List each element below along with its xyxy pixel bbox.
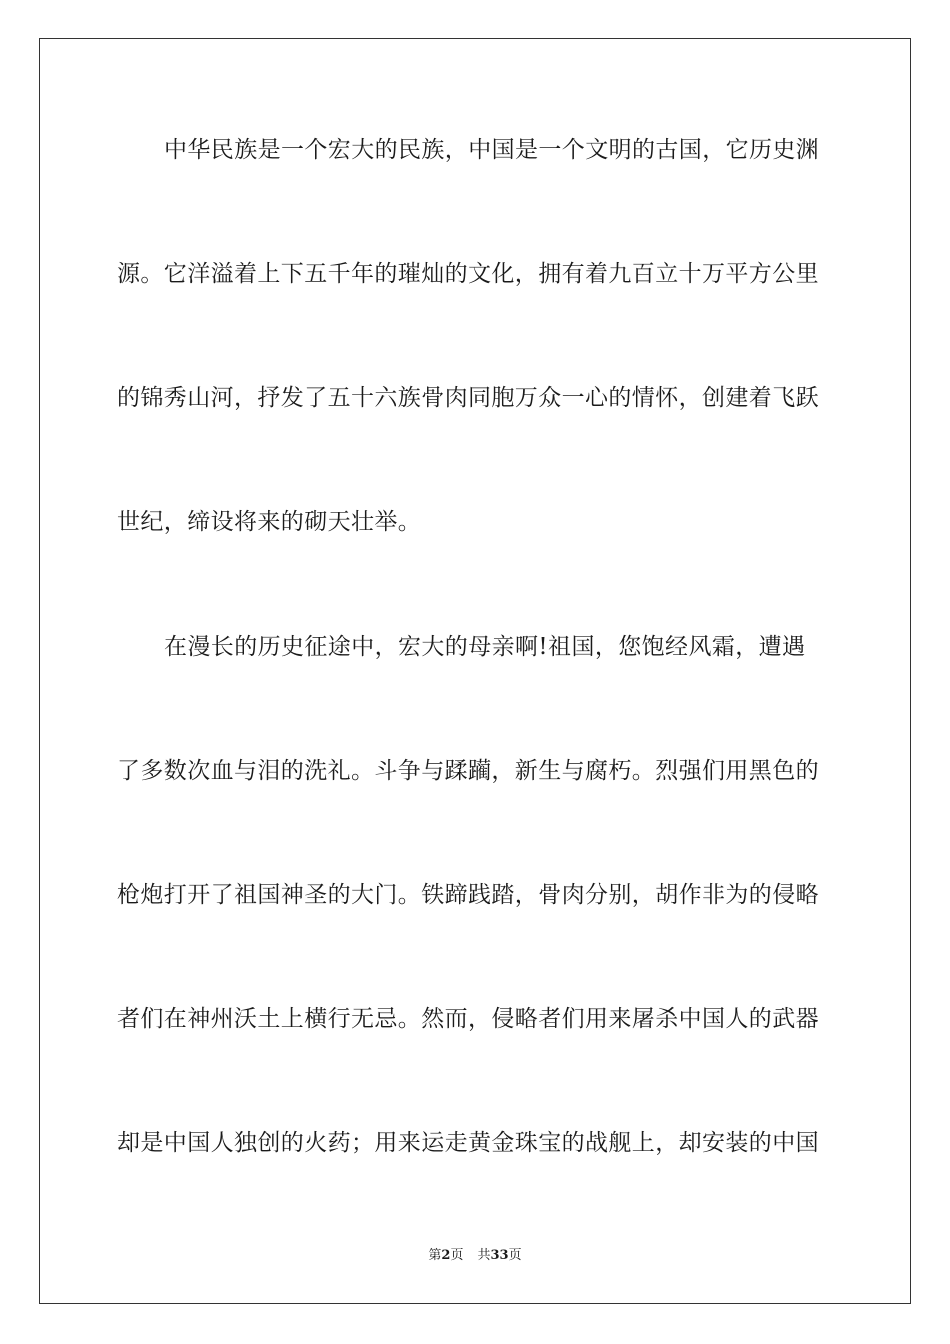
page-footer	[0, 1247, 950, 1265]
paragraph-1-line-2: 源。它洋溢着上下五千年的璀灿的文化，拥有着九百立十万平方公里	[117, 261, 819, 287]
page-border	[39, 38, 911, 1304]
paragraph-2-line-2: 了多数次血与泪的洗礼。斗争与蹂躏，新生与腐朽。烈强们用黑色的	[117, 758, 819, 784]
paragraph-2-line-4: 者们在神州沃土上横行无忌。然而，侵略者们用来屠杀中国人的武器	[117, 1006, 819, 1032]
paragraph-1-line-1: 中华民族是一个宏大的民族，中国是一个文明的古国，它历史渊	[164, 137, 820, 163]
page-suffix: 页	[450, 1248, 464, 1263]
page-number: 2	[441, 1248, 451, 1263]
paragraph-2-line-3: 枪炮打开了祖国神圣的大门。铁蹄践踏，骨肉分别，胡作非为的侵略	[117, 882, 819, 908]
total-pages: 33	[490, 1248, 509, 1263]
paragraph-1-line-4: 世纪，缔设将来的砌天壮举。	[117, 509, 422, 535]
total-suffix: 页	[508, 1248, 522, 1263]
paragraph-2-line-5: 却是中国人独创的火药；用来运走黄金珠宝的战舰上，却安装的中国	[117, 1130, 819, 1156]
paragraph-2-line-1: 在漫长的历史征途中，宏大的母亲啊!祖国，您饱经风霜，遭遇	[164, 634, 806, 660]
paragraph-1-line-3: 的锦秀山河，抒发了五十六族骨肉同胞万众一心的情怀，创建着飞跃	[117, 385, 819, 411]
page-prefix: 第	[428, 1248, 442, 1263]
total-prefix: 共	[477, 1248, 491, 1263]
